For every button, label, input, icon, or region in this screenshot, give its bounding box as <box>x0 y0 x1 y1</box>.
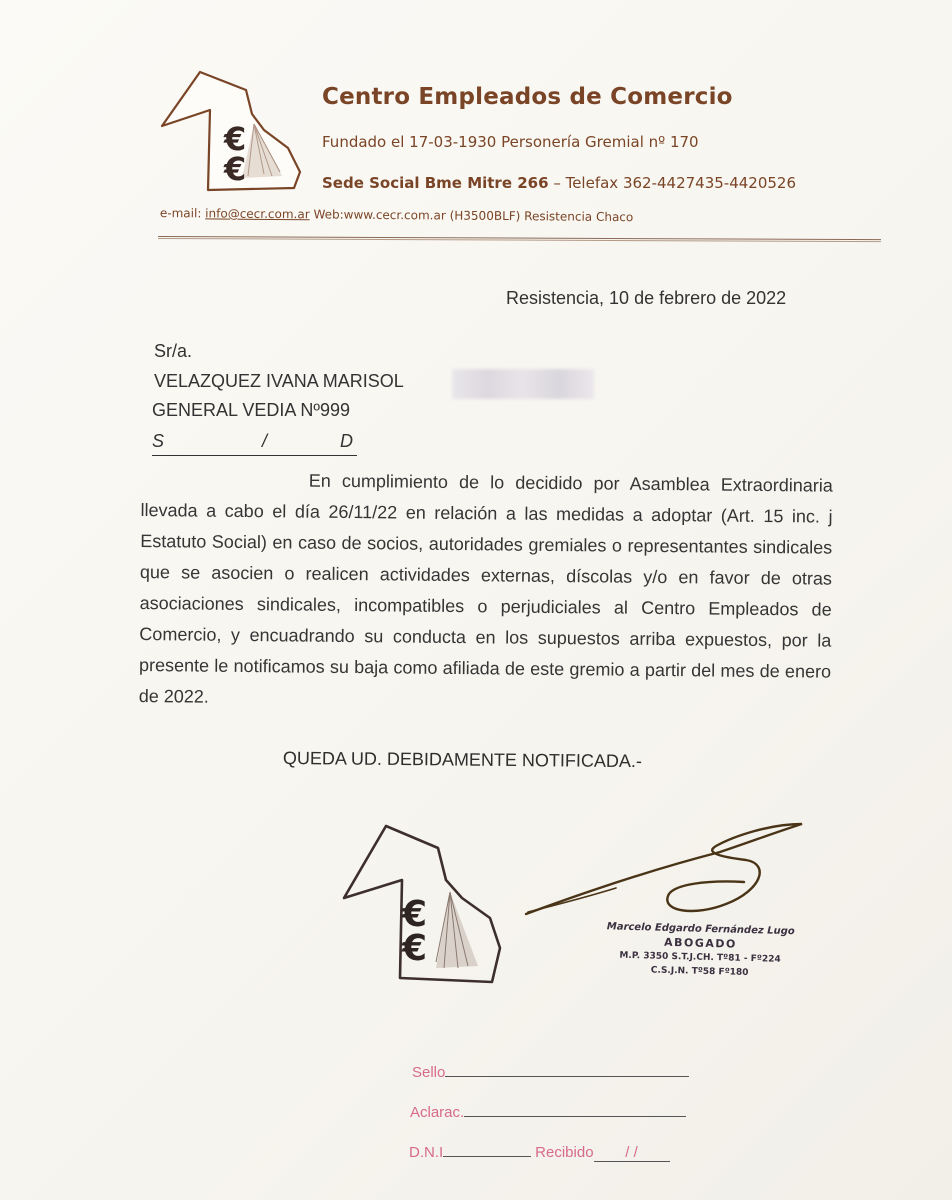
contact-line <box>160 206 633 224</box>
union-logo <box>160 68 310 194</box>
email-link[interactable]: info@cecr.com.ar <box>205 206 310 222</box>
recibido-label: Recibido <box>535 1144 594 1161</box>
sede-info <box>322 174 796 192</box>
stamp-letter-top: € <box>402 894 428 935</box>
closing-statement: QUEDA UD. DEBIDAMENTE NOTIFICADA.- <box>282 748 643 772</box>
recipient-address: GENERAL VEDIA Nº999 <box>152 400 350 420</box>
sello-line <box>445 1076 689 1077</box>
org-name: Centro Empleados de Comercio <box>322 84 733 110</box>
salutation: Sr/a. <box>154 341 193 361</box>
receipt-aclarac <box>410 1104 686 1121</box>
letter-body: En cumplimiento de lo decidido por Asamblea Extraordinaria llevada a cabo el día 26/11/22 en relación a las medidas a adoptar (Art. 15 inc. j Estatuto Social) en caso de socios, autoridades gremiales o representantes sindicales que se asocien o realicen actividades externas, díscolas y/o en favor de otras asociaciones sindicales, incompatibles o perjudiciales al Centro Empleados de Comercio, y encuadrando su conducta en los supuestos arriba expuestos, por la presente le notificamos su baja como afiliada de este gremio a partir del mes de enero de 2022. <box>138 470 833 707</box>
stamp-title: ABOGADO <box>663 935 737 951</box>
redacted-area <box>452 369 594 399</box>
handwritten-signature <box>520 818 810 928</box>
sede-phone: – Telefax 362-4427435-4420526 <box>548 174 797 192</box>
sd-d: D <box>340 431 353 451</box>
recipient-name: VELAZQUEZ IVANA MARISOL <box>154 371 404 391</box>
aclarac-label: Aclarac. <box>410 1104 465 1121</box>
sello-label: Sello <box>412 1064 446 1081</box>
sd-line <box>152 431 357 456</box>
dni-line <box>443 1156 531 1157</box>
lawyer-stamp <box>595 920 806 981</box>
logo-letter-bottom: € <box>224 150 247 188</box>
stamp-name: Marcelo Edgardo Fernández Lugo <box>606 921 795 938</box>
recibido-date: / / <box>594 1144 670 1162</box>
sd-s: S <box>152 431 165 451</box>
stamp-letter-bottom: € <box>402 928 428 969</box>
union-stamp-logo <box>340 822 520 990</box>
logo-letter-top: € <box>224 120 247 158</box>
letter-date: Resistencia, 10 de febrero de 2022 <box>506 288 787 308</box>
aclarac-line <box>464 1116 686 1117</box>
web-info: Web:www.cecr.com.ar (H3500BLF) Resistencia Chaco <box>309 207 634 225</box>
founded-info: Fundado el 17-03-1930 Personería Gremial nº 170 <box>322 133 699 151</box>
email-label: e-mail: <box>159 206 206 221</box>
dni-label: D.N.I <box>409 1144 444 1161</box>
header-divider <box>158 236 881 242</box>
stamp-registration: M.P. 3350 S.T.J.CH. Tº81 - Fº224 <box>619 950 781 965</box>
receipt-sello <box>412 1064 689 1081</box>
sede-label: Sede Social Bme Mitre 266 <box>322 174 549 192</box>
sd-slash: / <box>262 431 268 451</box>
receipt-dni <box>409 1144 670 1162</box>
stamp-csjn: C.S.J.N. Tº58 Fº180 <box>650 965 749 979</box>
